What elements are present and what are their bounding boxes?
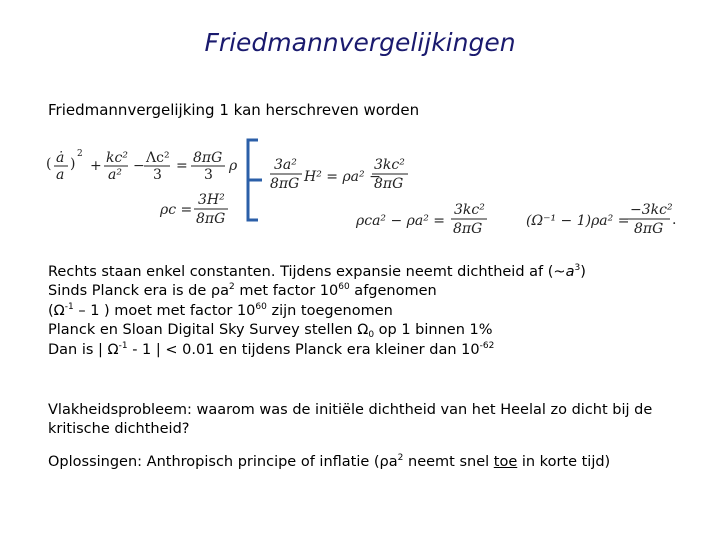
line-part: zijn toegenomen [266,302,393,319]
eq3-den: 8πG [196,211,226,227]
eq1-close-paren: ) [70,156,76,172]
eq2-rhs-den: 8πG [374,176,404,192]
solutions-after: in korte tijd) [517,454,611,470]
eq5-den: 8πG [634,221,664,237]
eq1-open-paren: ( [46,156,52,172]
line-part: 3 [574,263,581,273]
equations-figure [0,138,720,238]
eq5-num: −3kc² [630,202,673,218]
solutions-text [48,453,688,472]
line-part: – 1 ) moet met factor 10 [73,302,256,319]
solutions-sup: 2 [397,453,404,463]
explanation-line [48,341,586,360]
line-part: -1 [118,340,128,351]
eq1-8piG: 8πG [193,150,223,166]
explanation-line [48,282,586,301]
eq4-den: 8πG [453,221,483,237]
rewritten-equation-4 [355,202,487,237]
line-part: ) [580,264,586,280]
line-part: ρa [210,283,230,300]
line-part: Planck en Sloan Digital Sky Survey stellen Ω [48,322,369,339]
line-part: 60 [255,301,267,312]
eq1-kc2: kc² [106,150,128,166]
equations-area [0,138,720,238]
eq2-den: 8πG [270,176,300,192]
line-part: (Ω [48,302,65,319]
line-part: met factor 10 [234,283,339,300]
slide-title: Friedmannvergelijkingen [204,28,516,57]
explanation-line [48,263,586,282]
eq1-a: a [56,167,65,183]
eq1-square: 2 [77,149,83,159]
grouping-bracket [248,140,262,220]
eq2-mid: H² = ρa² − [304,169,381,185]
eq3-lhs: ρc = [160,202,193,218]
line-part: op 1 binnen 1% [374,322,493,339]
solutions-underlined: toe [493,454,518,470]
eq1-minus: − [133,158,145,174]
eq1-equals: = [176,158,188,174]
line-part: 60 [338,282,350,293]
critical-density-equation [159,192,228,227]
friedmann-equation-1 [46,149,238,183]
eq1-a2: a² [108,167,122,183]
eq5-lhs: (Ω⁻¹ − 1)ρa² = [526,213,630,229]
line-part: 0 [368,330,375,341]
line-part: -62 [479,340,495,351]
eq1-plus: + [90,158,102,174]
line-part: Rechts staan enkel constanten. Tijdens expansie neemt dichtheid af (~ [48,264,566,280]
explanation-line [48,321,586,340]
intro-text: Friedmannvergelijking 1 kan herschreven worden [48,101,420,119]
line-part: -1 [64,301,74,312]
line-part: - 1 | < 0.01 en tijdens Planck era kleiner dan 10 [127,341,480,358]
omega-equation-5 [526,202,676,237]
eq3-num: 3H² [198,192,225,208]
eq2-num: 3a² [274,157,297,173]
eq1-three: 3 [153,167,162,183]
eq1-lambda: Λc² [146,150,170,166]
line-part: afgenomen [349,283,437,300]
eq5-dot: . [672,212,677,228]
rewritten-equation-2 [270,157,408,192]
eq1-adot: ȧ [56,150,65,166]
explanation-line [48,302,586,321]
flatness-problem-text: Vlakheidsprobleem: waarom was de initiële dichtheid van het Heelal zo dicht bij de kritische dichtheid? [48,402,653,438]
line-part: Sinds Planck era is de [48,283,211,300]
eq1-den3: 3 [204,167,213,183]
line-part: 2 [229,282,235,293]
solutions-before: Oplossingen: Anthropisch principe of inflatie (ρa [48,454,398,470]
solutions-middle: neemt snel [403,454,494,470]
eq4-num: 3kc² [454,202,485,218]
eq4-lhs: ρca² − ρa² = [356,213,446,229]
line-part: Dan is | Ω [48,341,119,358]
eq1-rho: ρ [229,158,238,174]
explanation-lines [48,263,586,360]
line-part: a [565,264,575,280]
eq2-rhs-num: 3kc² [374,157,405,173]
